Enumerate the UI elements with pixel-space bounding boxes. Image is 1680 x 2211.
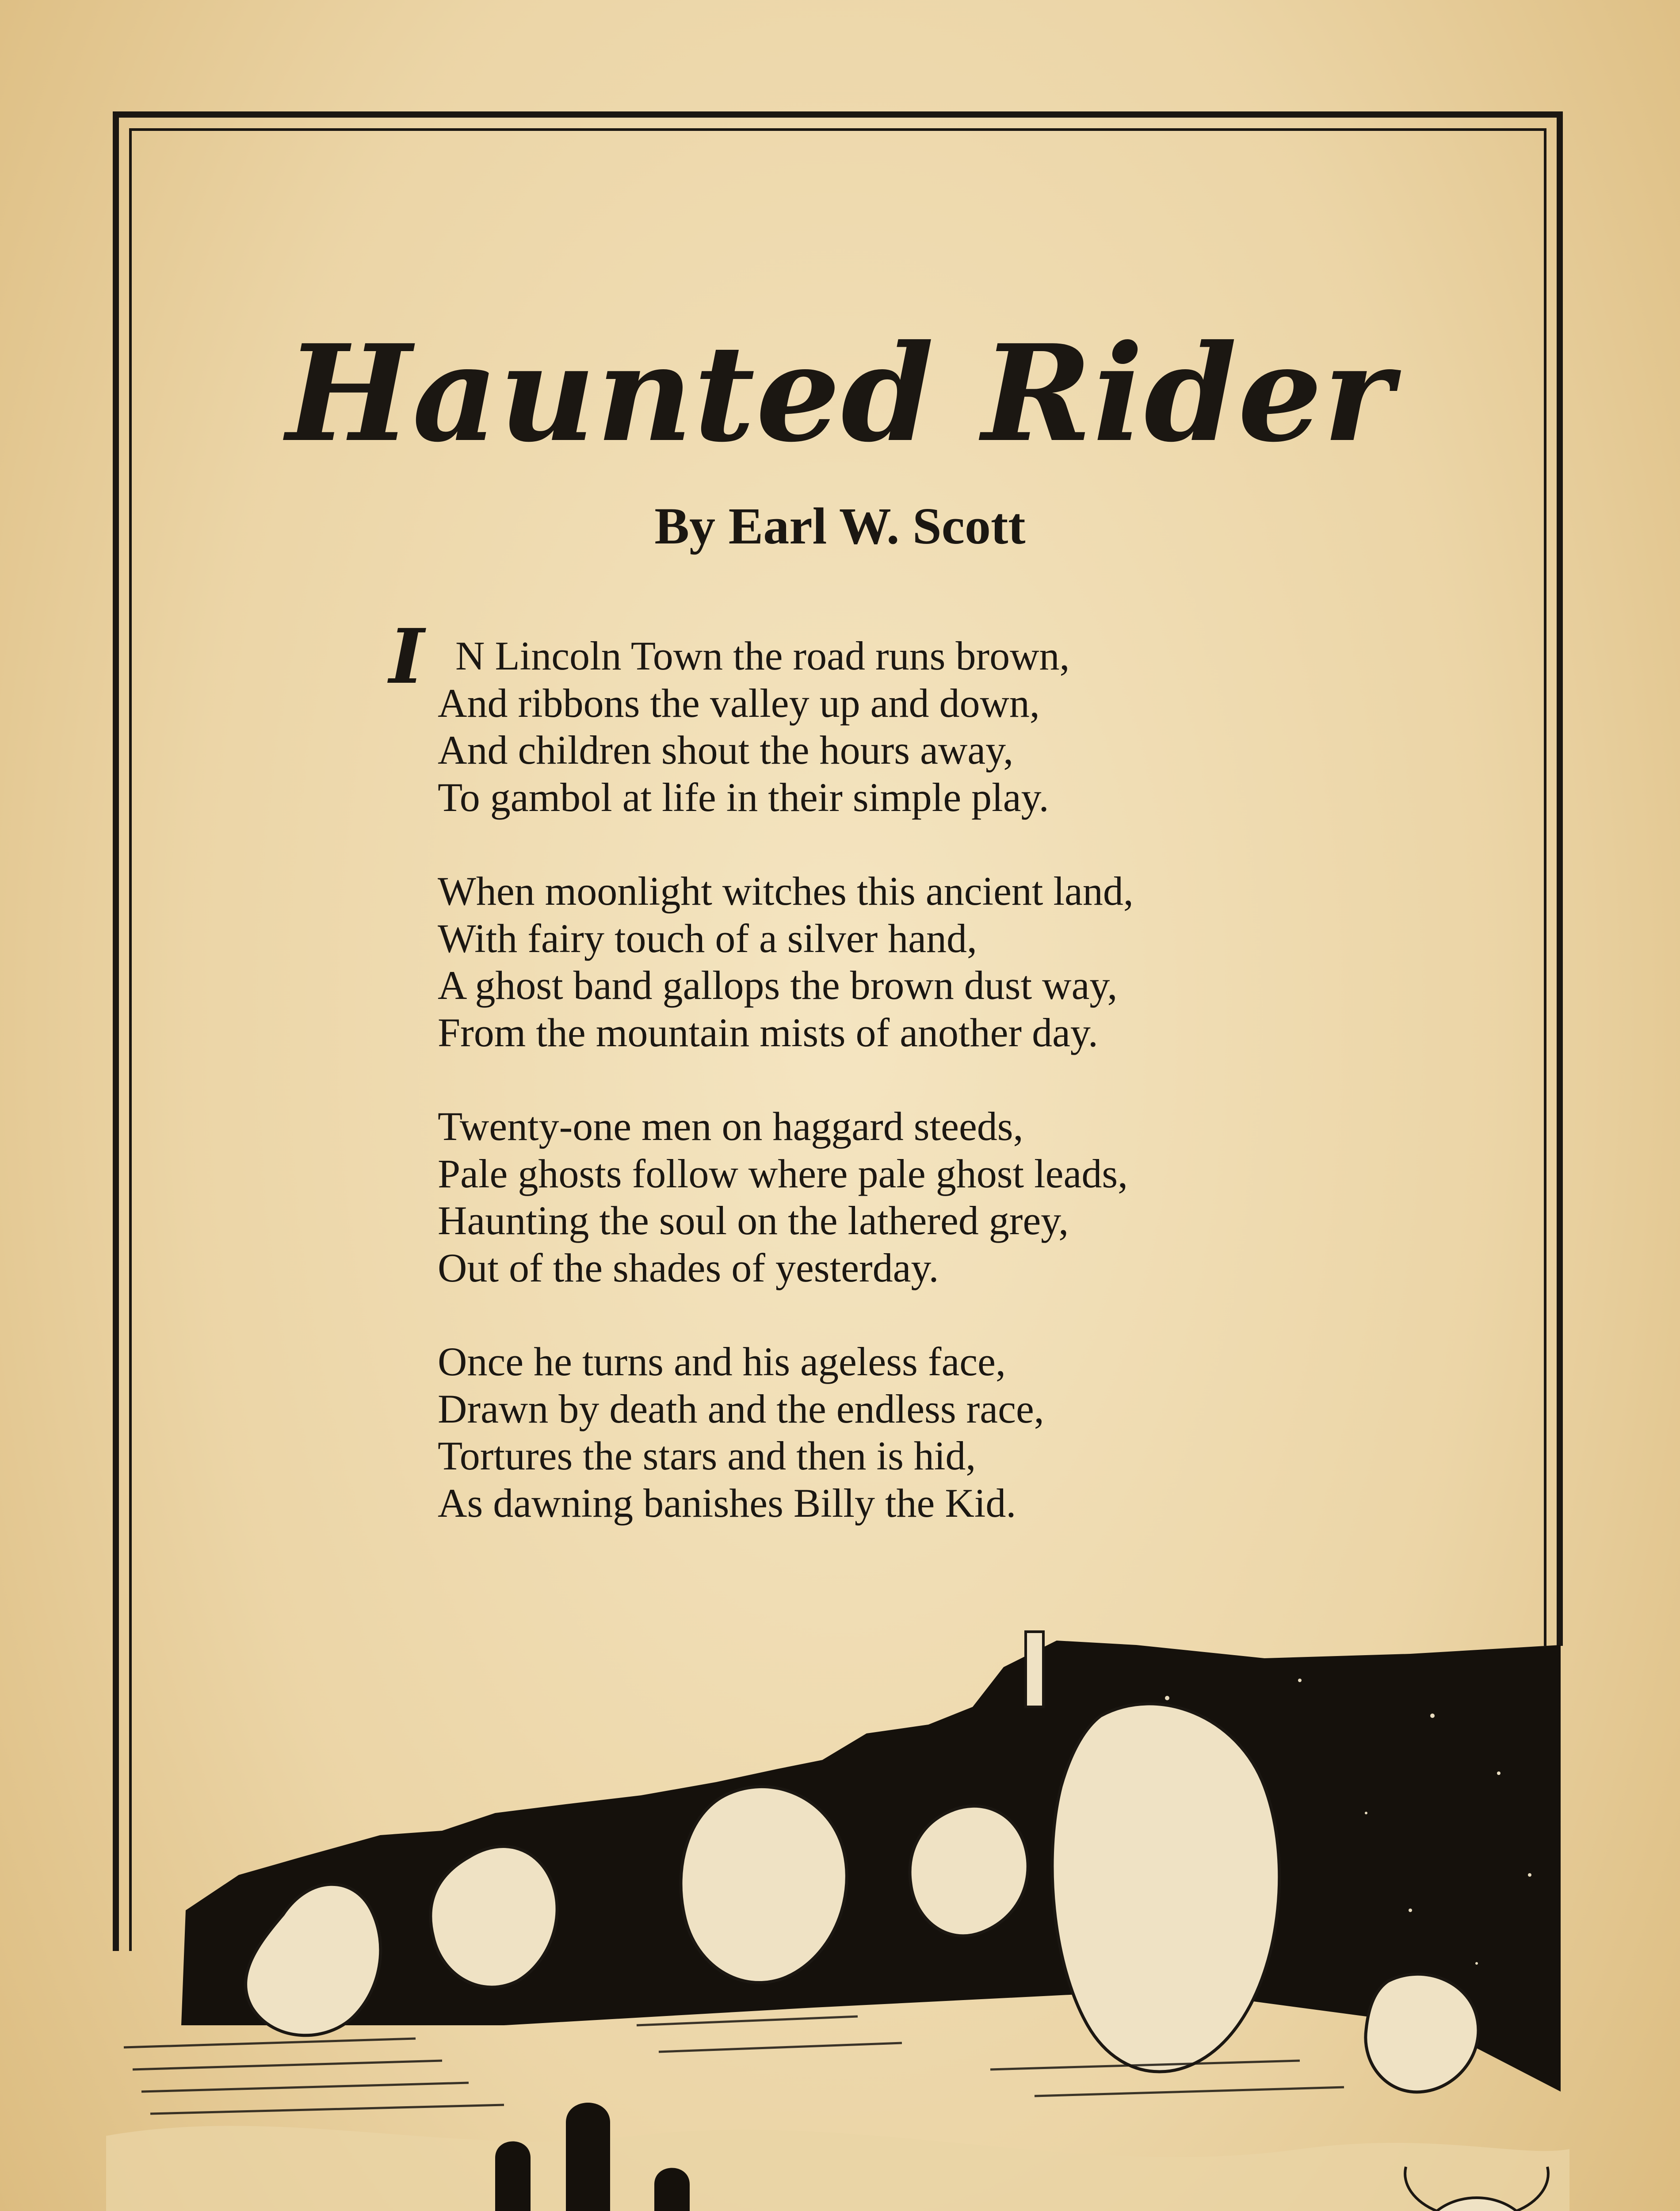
poem-line: As dawning banishes Billy the Kid.: [438, 1480, 1016, 1526]
ground: [106, 2126, 1569, 2211]
poem-line: Out of the shades of yesterday.: [438, 1245, 939, 1290]
poem-line: With fairy touch of a silver hand,: [438, 915, 977, 961]
poem-line: N Lincoln Town the road runs brown,: [455, 633, 1070, 678]
ghost-riders-illustration: [106, 1627, 1569, 2211]
poem-line: Pale ghosts follow where pale ghost leads,: [438, 1151, 1128, 1196]
poem-line: Once he turns and his ageless face,: [438, 1339, 1006, 1384]
poem-line: Drawn by death and the endless race,: [438, 1386, 1044, 1431]
poem-title: Haunted Rider: [286, 315, 1394, 471]
poem-line: A ghost band gallops the brown dust way,: [438, 963, 1118, 1008]
frame-border: [129, 128, 1546, 131]
poem-line: And ribbons the valley up and down,: [438, 680, 1040, 726]
night-sky: [181, 1641, 1561, 2092]
poem-line: Haunting the soul on the lathered grey,: [438, 1198, 1069, 1243]
drop-cap: I: [389, 612, 424, 701]
frame-border: [113, 111, 1563, 118]
raised-pistol: [1026, 1632, 1043, 1707]
poem-line: And children shout the hours away,: [438, 727, 1014, 773]
frame-border: [1557, 111, 1563, 1646]
stanza-4: [438, 1338, 1499, 1526]
poem-line: To gambol at life in their simple play.: [438, 774, 1049, 820]
stanza-1: [389, 612, 1499, 821]
poem-line: Tortures the stars and then is hid,: [438, 1433, 976, 1478]
stanza-3: [438, 1103, 1499, 1291]
stanza-2: [438, 868, 1499, 1056]
poem-line: Twenty-one men on haggard steeds,: [438, 1104, 1023, 1149]
poem-line: From the mountain mists of another day.: [438, 1010, 1098, 1055]
poem-body: [389, 612, 1499, 1573]
poem-line: When moonlight witches this ancient land,: [438, 868, 1134, 914]
poem-byline: By Earl W. Scott: [654, 497, 1026, 555]
